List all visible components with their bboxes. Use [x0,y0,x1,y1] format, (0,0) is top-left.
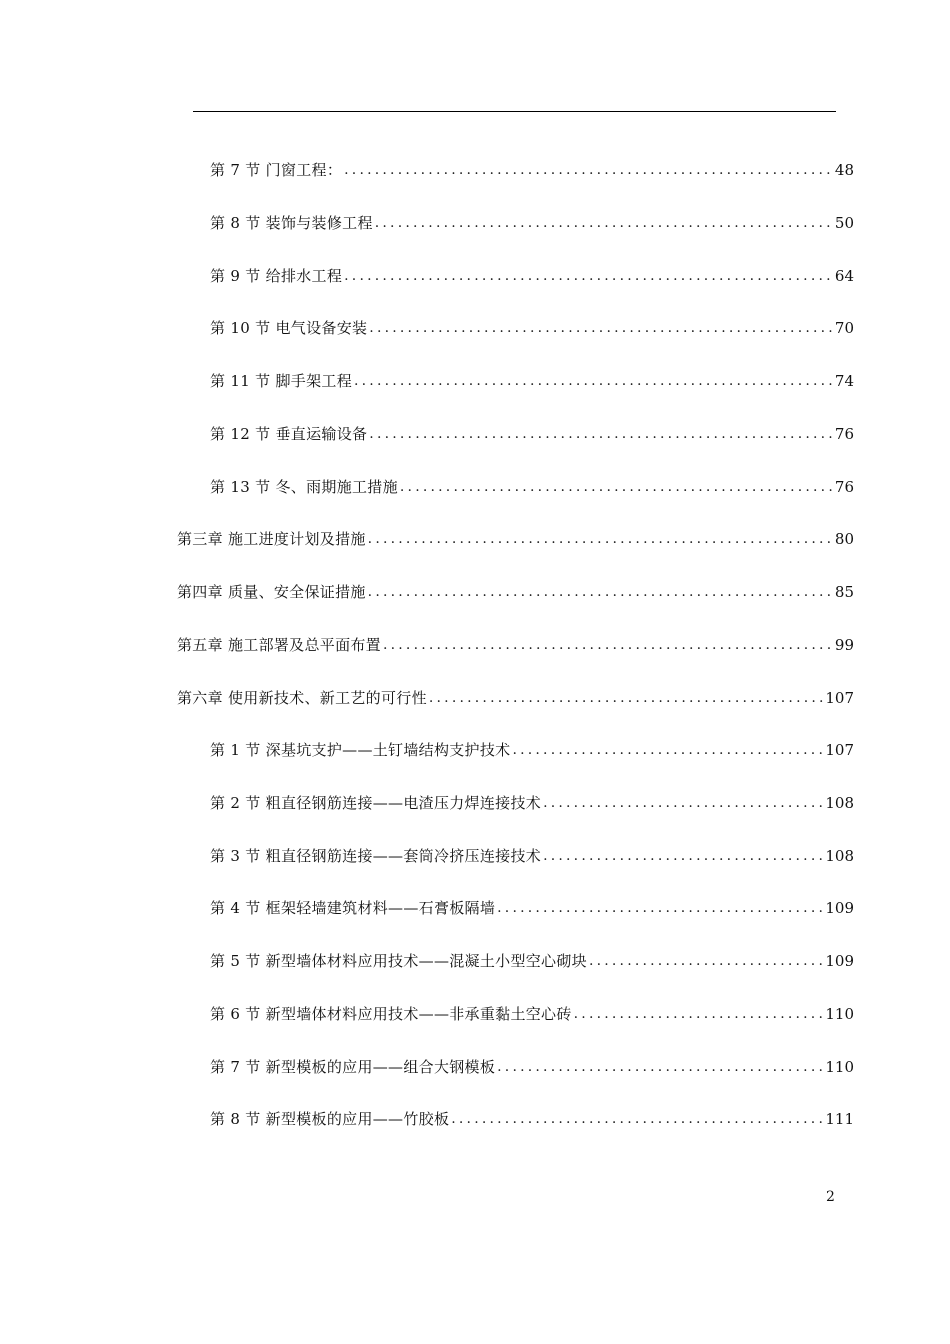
toc-entry[interactable] [210,316,854,340]
toc-entry[interactable] [177,527,854,551]
toc-entry-page: 70 [834,319,854,337]
toc-entry[interactable] [210,264,854,288]
toc-entry-page: 111 [825,1110,854,1128]
toc-entry-label: 第六章 使用新技术、新工艺的可行性 [177,689,427,707]
toc-entry-label: 第 1 节 深基坑支护——土钉墙结构支护技术 [210,741,511,759]
toc-entry[interactable] [177,580,854,604]
toc-dot-leader [572,1002,826,1026]
toc-entry-label: 第 13 节 冬、雨期施工措施 [210,478,398,496]
toc-entry[interactable] [177,686,854,710]
toc-entry-label: 第 7 节 新型模板的应用——组合大钢模板 [210,1058,496,1076]
toc-dot-leader [587,949,825,973]
toc-dot-leader [495,1055,825,1079]
toc-dot-leader [366,527,835,551]
toc-entry-label: 第 6 节 新型墙体材料应用技术——非承重黏土空心砖 [210,1005,572,1023]
toc-dot-leader [427,686,825,710]
toc-entry[interactable] [177,633,854,657]
toc-dot-leader [352,369,835,393]
toc-dot-leader [366,580,835,604]
toc-entry[interactable] [210,844,854,868]
toc-dot-leader [541,844,825,868]
toc-entry-page: 64 [834,267,854,285]
toc-dot-leader [398,475,835,499]
toc-entry[interactable] [210,475,854,499]
toc-dot-leader [381,633,835,657]
toc-entry-page: 48 [834,161,854,179]
toc-entry-label: 第三章 施工进度计划及措施 [177,530,366,548]
toc-dot-leader [510,738,825,762]
toc-entry[interactable] [210,1002,854,1026]
toc-entry-label: 第 8 节 新型模板的应用——竹胶板 [210,1110,450,1128]
toc-entry[interactable] [210,1107,854,1131]
toc-entry-label: 第 4 节 框架轻墙建筑材料——石膏板隔墙 [210,899,496,917]
toc-entry[interactable] [210,896,854,920]
toc-entry-label: 第 12 节 垂直运输设备 [210,425,368,443]
toc-entry[interactable] [210,949,854,973]
toc-entry[interactable] [210,422,854,446]
toc-entry-label: 第五章 施工部署及总平面布置 [177,636,381,654]
toc-entry[interactable] [210,158,854,182]
toc-entry-label: 第 11 节 脚手架工程 [210,372,352,390]
toc-dot-leader [367,316,835,340]
toc-entry-page: 50 [834,214,854,232]
toc-entry-page: 76 [834,425,854,443]
toc-entry-page: 107 [825,689,854,707]
toc-entry-page: 109 [825,952,854,970]
toc-dot-leader [367,422,835,446]
toc-entry-page: 110 [825,1058,854,1076]
toc-entry-label: 第 2 节 粗直径钢筋连接——电渣压力焊连接技术 [210,794,542,812]
toc-entry-page: 109 [825,899,854,917]
toc-entry-label: 第 8 节 装饰与装修工程 [210,214,373,232]
toc-dot-leader [495,896,825,920]
toc-entry-page: 110 [825,1005,854,1023]
toc-entry[interactable] [210,1055,854,1079]
toc-entry-page: 85 [834,583,854,601]
toc-dot-leader [342,158,835,182]
toc-entry[interactable] [210,738,854,762]
toc-entry[interactable] [210,211,854,235]
toc-entry-page: 76 [834,478,854,496]
toc-dot-leader [342,264,835,288]
toc-entry-page: 107 [825,741,854,759]
toc-entry-label: 第 10 节 电气设备安装 [210,319,368,337]
toc-entry-page: 74 [834,372,854,390]
toc-entry-label: 第 7 节 门窗工程： [210,161,343,179]
toc-dot-leader [449,1107,825,1131]
toc-entry-page: 80 [834,530,854,548]
toc-entry-label: 第 5 节 新型墙体材料应用技术——混凝土小型空心砌块 [210,952,587,970]
toc-dot-leader [373,211,835,235]
toc-entry-label: 第 9 节 给排水工程 [210,267,343,285]
toc-entry-label: 第四章 质量、安全保证措施 [177,583,366,601]
toc-entry-page: 108 [825,794,854,812]
toc-entry[interactable] [210,369,854,393]
toc-entry-label: 第 3 节 粗直径钢筋连接——套筒冷挤压连接技术 [210,847,542,865]
toc-entry-page: 99 [834,636,854,654]
toc-entry[interactable] [210,791,854,815]
toc-dot-leader [541,791,825,815]
page-number: 2 [826,1189,835,1205]
toc-entry-page: 108 [825,847,854,865]
